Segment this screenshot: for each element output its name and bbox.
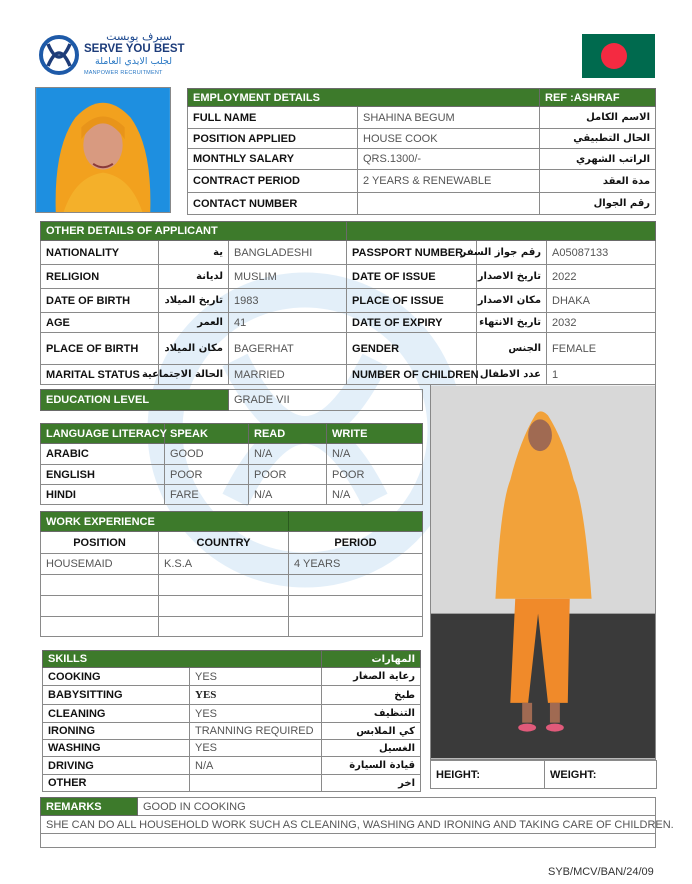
- skill-row: IRONING TRANNING REQUIRED كي الملابس: [43, 723, 421, 740]
- bangladesh-flag: [582, 34, 655, 78]
- remarks-label: REMARKS: [41, 798, 138, 816]
- skill-row: WASHING YES الغسيل: [43, 740, 421, 757]
- language-row: ENGLISH POOR POOR POOR: [41, 465, 423, 485]
- work-row: [41, 575, 423, 596]
- language-row: HINDI FARE N/A N/A: [41, 485, 423, 505]
- logo-emblem-icon: [38, 32, 80, 78]
- education-value: GRADE VII: [229, 390, 423, 411]
- document-code: SYB/MCV/BAN/24/09: [548, 866, 654, 878]
- work-row: [41, 596, 423, 617]
- candidate-full-photo: [430, 384, 656, 760]
- employment-details-table: [187, 88, 656, 215]
- other-details-table: [40, 221, 656, 385]
- emp-row: CONTRACT PERIOD 2 YEARS & RENEWABLE مدة العقد: [188, 170, 656, 193]
- education-label: EDUCATION LEVEL: [41, 390, 229, 411]
- language-row: ARABIC GOOD N/A N/A: [41, 444, 423, 465]
- other-row: DATE OF BIRTH تاريخ الميلاد 1983 PLACE OF ISSUE مكان الاصدار DHAKA: [41, 289, 656, 313]
- other-row: PLACE OF BIRTH مكان الميلاد BAGERHAT GENDER الجنس FEMALE: [41, 333, 656, 365]
- skills-header-ar: المهارات: [322, 651, 421, 668]
- candidate-photo: [35, 87, 171, 213]
- remarks-short: GOOD IN COOKING: [138, 798, 656, 816]
- skill-row: DRIVING N/A قيادة السيارة: [43, 757, 421, 775]
- other-row: AGE العمر 41 DATE OF EXPIRY تاريخ الانتهاء 2032: [41, 313, 656, 333]
- remarks-long: SHE CAN DO ALL HOUSEHOLD WORK SUCH AS CLEANING, WASHING AND IRONING AND TAKING CARE OF CHILDREN.: [41, 816, 656, 834]
- logo-arabic: سيرف يوبست: [106, 30, 172, 43]
- emp-row: CONTACT NUMBER رقم الجوال: [188, 193, 656, 215]
- skills-table: [42, 650, 421, 792]
- other-row: RELIGION لديانة MUSLIM DATE OF ISSUE تاريخ الاصدار 2022: [41, 265, 656, 289]
- other-row: MARITAL STATUS الحالة الاجتماعية MARRIED NUMBER OF CHILDREN عدد الاطفال 1: [41, 365, 656, 385]
- logo-arabic-sub: لجلب الايدي العاملة: [94, 56, 172, 67]
- language-table: LANGUAGE LITERACY SPEAK READ WRITE ARABIC GOOD N/A N/A ENGLISH POOR POOR POOR HINDI FARE N/A N/A: [40, 423, 423, 505]
- skills-header: SKILLS: [43, 651, 322, 668]
- measurements-table: [430, 760, 657, 789]
- remarks-table: [40, 797, 674, 848]
- other-header: OTHER DETAILS OF APPLICANT: [41, 222, 347, 241]
- skill-row: CLEANING YES التنظيف: [43, 705, 421, 723]
- weight-label: WEIGHT:: [545, 761, 657, 789]
- other-header-right: [347, 222, 656, 241]
- emp-row: MONTHLY SALARY QRS.1300/- الراتب الشهري: [188, 149, 656, 170]
- other-row: NATIONALITY ية BANGLADESHI PASSPORT NUMBER رقم جواز السفر A05087133: [41, 241, 656, 265]
- skill-row: BABYSITTING YES طبخ: [43, 686, 421, 705]
- skill-row: COOKING YES رعاية الصغار: [43, 668, 421, 686]
- education-table: [40, 389, 423, 411]
- work-row: HOUSEMAID K.S.A 4 YEARS: [41, 554, 423, 575]
- work-header: WORK EXPERIENCE: [41, 512, 289, 532]
- skill-row: OTHER اخر: [43, 775, 421, 792]
- height-label: HEIGHT:: [431, 761, 545, 789]
- emp-row: POSITION APPLIED HOUSE COOK الحال التطبيقي: [188, 129, 656, 149]
- logo-name: SERVE YOU BEST: [84, 43, 185, 55]
- work-experience-table: WORK EXPERIENCE POSITION COUNTRY PERIOD HOUSEMAID K.S.A 4 YEARS: [40, 511, 423, 637]
- employment-header: EMPLOYMENT DETAILS: [188, 89, 540, 107]
- work-row: [41, 617, 423, 637]
- emp-row: FULL NAME SHAHINA BEGUM الاسم الكامل: [188, 107, 656, 129]
- ref-label: REF :ASHRAF: [540, 89, 656, 107]
- logo-sub: MANPOWER RECRUITMENT: [84, 70, 163, 76]
- company-logo: [38, 30, 185, 82]
